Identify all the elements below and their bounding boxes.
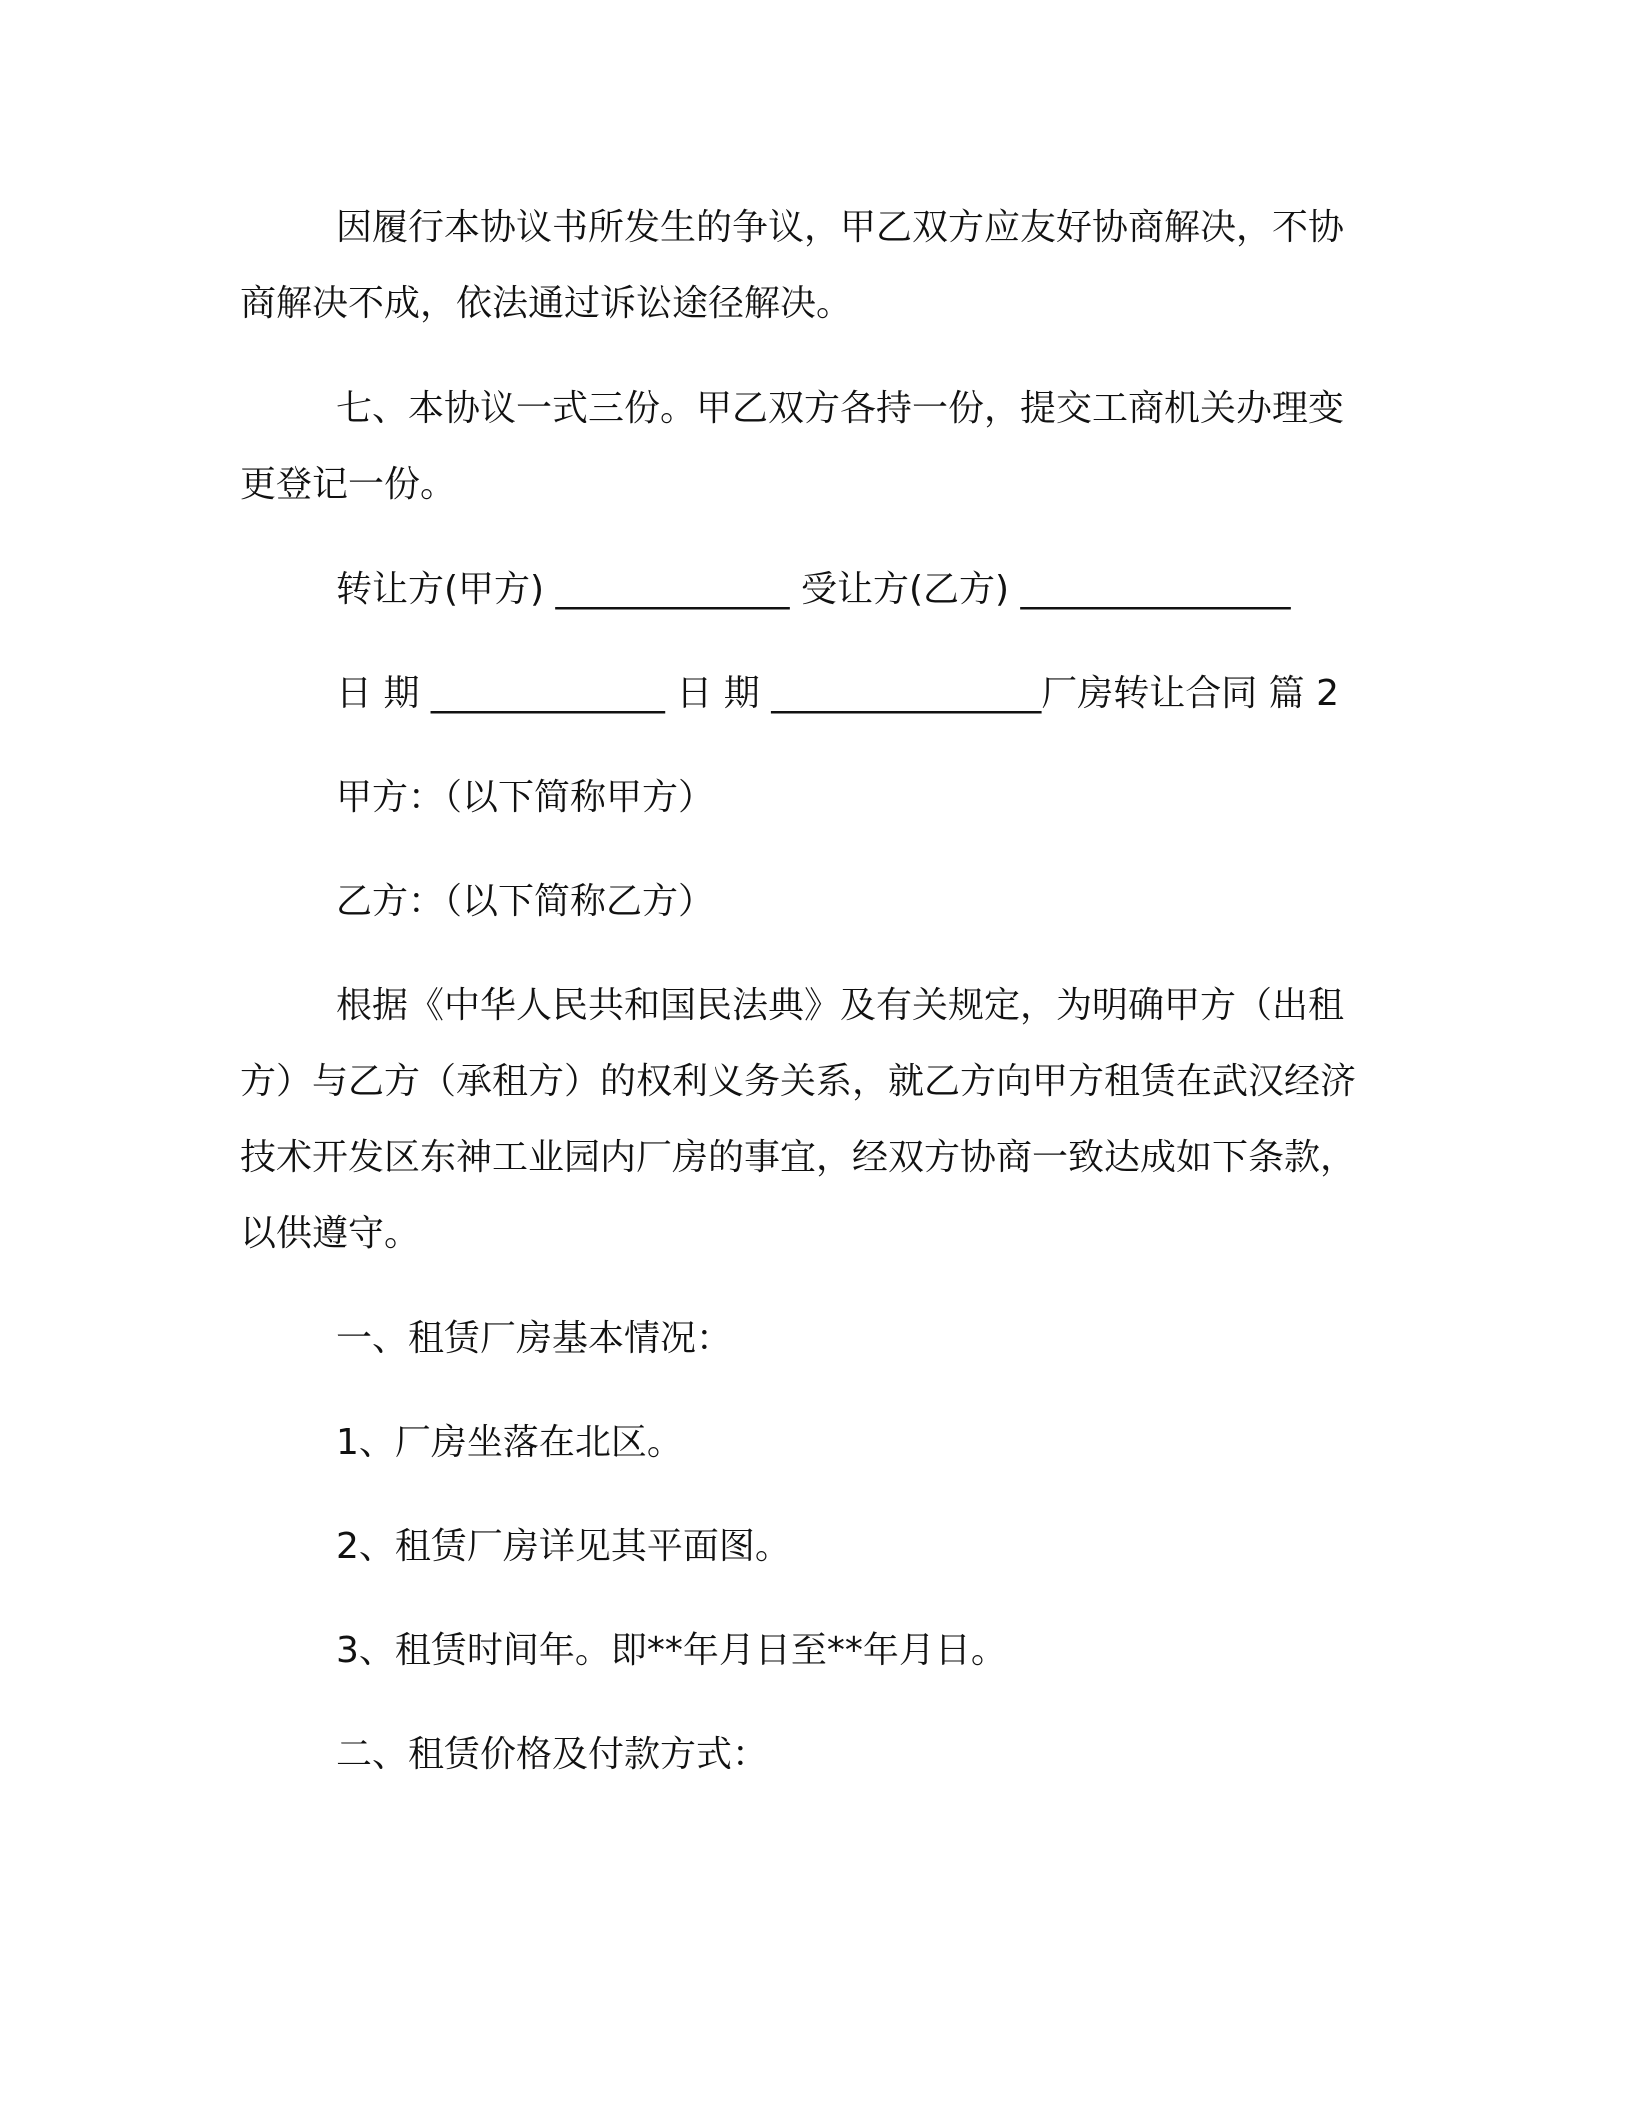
paragraph-dispute-resolution: 因履行本协议书所发生的争议，甲乙双方应友好协商解决，不协商解决不成，依法通过诉讼途径解决。 — [240, 207, 1345, 324]
party-b-line: 乙方：（以下简称乙方） — [336, 881, 715, 922]
paragraph-preamble: 根据《中华人民共和国民法典》及有关规定，为明确甲方（出租方）与乙方（承租方）的权利义务关系，就乙方向甲方租赁在武汉经济技术开发区东神工业园内厂房的事宜，经双方协商一致达成如下条款，以供遵守。 — [240, 985, 1357, 1254]
party-a-line: 甲方：（以下简称甲方） — [336, 777, 715, 818]
signature-line-parties: 转让方(甲方) _____________ 受让方(乙方) _______________ — [336, 569, 1291, 610]
signature-line-dates: 日 期 _____________ 日 期 _______________厂房转让合同 篇 2 — [336, 673, 1340, 714]
list-item-lease-term: 3、租赁时间年。即**年月日至**年月日。 — [336, 1630, 1007, 1671]
paragraph-copies-clause: 七、本协议一式三份。甲乙双方各持一份，提交工商机关办理变更登记一份。 — [240, 388, 1345, 505]
section-heading-basic-info: 一、租赁厂房基本情况： — [336, 1318, 733, 1359]
section-heading-price-payment: 二、租赁价格及付款方式： — [336, 1734, 769, 1775]
list-item-floor-plan: 2、租赁厂房详见其平面图。 — [336, 1526, 791, 1567]
document-body — [240, 190, 1375, 1821]
list-item-location: 1、厂房坐落在北区。 — [336, 1422, 683, 1463]
